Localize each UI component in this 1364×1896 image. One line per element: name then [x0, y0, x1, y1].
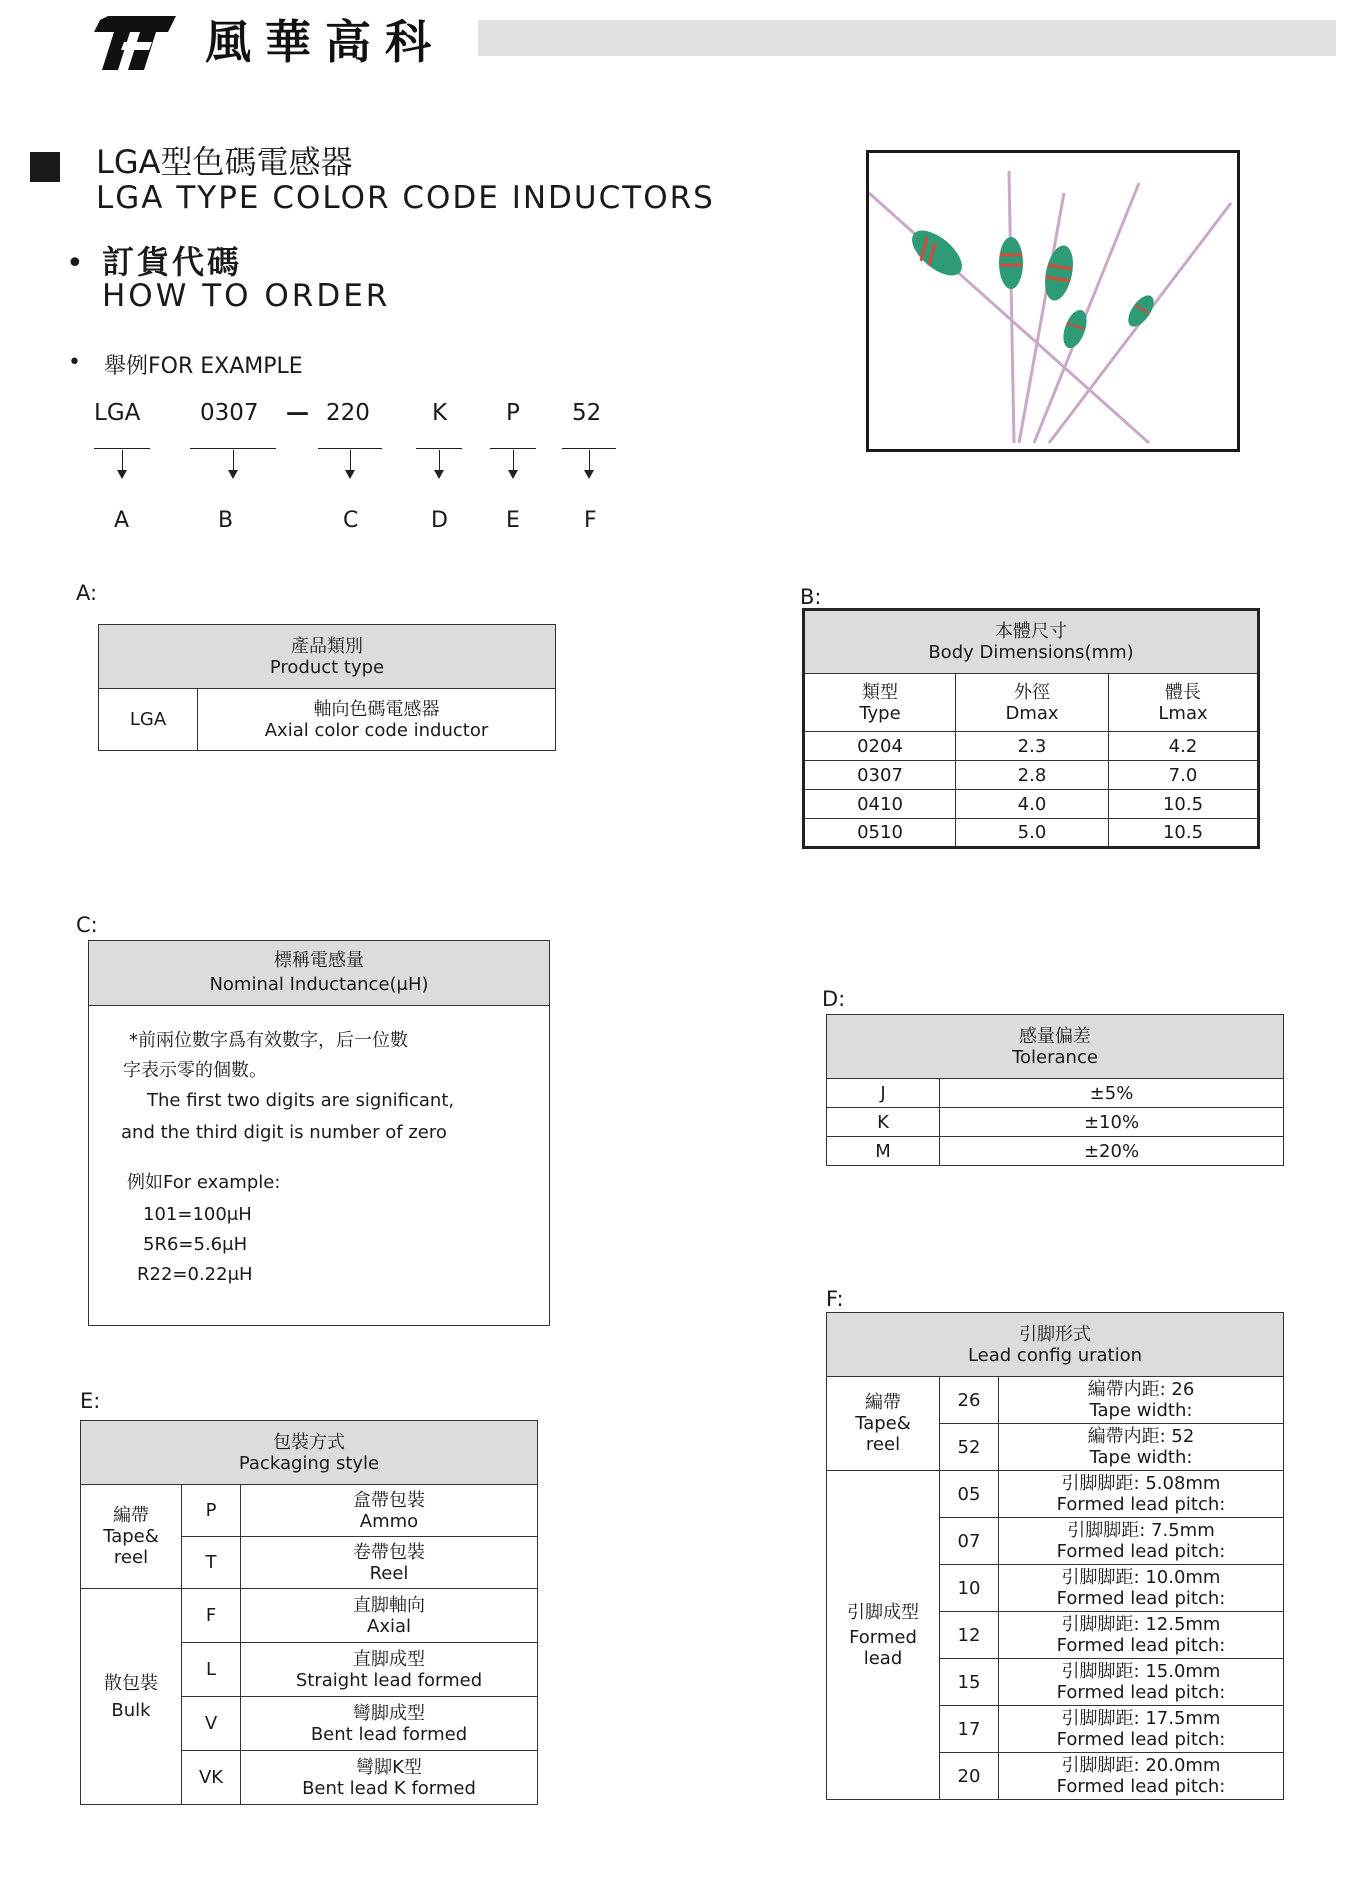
desc-cn: 軸向色碼電感器 [313, 698, 440, 720]
tolerance-table [826, 1014, 1284, 1166]
lead-code: 05 [940, 1471, 999, 1518]
lead-code: 15 [940, 1659, 999, 1706]
code-underline [94, 448, 150, 449]
company-name: 風華高科 [205, 15, 445, 69]
example-code: 220 [326, 400, 370, 426]
lead-code: 17 [940, 1706, 999, 1753]
table-header [827, 1015, 1284, 1079]
down-arrow-icon [589, 450, 590, 474]
lead-code: 12 [940, 1612, 999, 1659]
header-cn: 感量偏差 [1019, 1025, 1091, 1047]
code-letter: D [431, 508, 448, 533]
header-en: Lead config uration [967, 1344, 1143, 1366]
packaging-code: P [182, 1485, 241, 1537]
table-row: K ±10% [827, 1108, 1284, 1137]
group-label: 散包裝 Bulk [81, 1589, 182, 1805]
lead-wires [869, 171, 1231, 443]
section-f-label: F: [826, 1287, 844, 1311]
column-header: 外徑 Dmax [956, 674, 1109, 732]
note-en: The first two digits are significant, [147, 1090, 455, 1111]
packaging-code: F [182, 1589, 241, 1643]
product-code: LGA [99, 689, 198, 751]
table-header [81, 1421, 538, 1485]
packaging-desc: 盒帶包裝 Ammo [241, 1485, 538, 1537]
body-dimensions-table [802, 608, 1260, 849]
nominal-inductance-box [88, 940, 550, 1326]
packaging-code: V [182, 1697, 241, 1751]
bullet-dot: • [66, 246, 84, 281]
header-en: Packaging style [238, 1452, 380, 1474]
lead-code: 07 [940, 1518, 999, 1565]
example-code: LGA [94, 400, 141, 426]
order-title-en: HOW TO ORDER [102, 278, 391, 314]
code-letter: B [218, 508, 234, 533]
down-arrow-icon [233, 450, 234, 474]
table-row: 0307 2.8 7.0 [804, 761, 1259, 790]
title-en: LGA TYPE COLOR CODE INDUCTORS [96, 180, 715, 216]
lead-code: 26 [940, 1377, 999, 1424]
inductor-bodies [904, 222, 1158, 351]
lead-code: 52 [940, 1424, 999, 1471]
table-header [827, 1313, 1284, 1377]
lead-desc: 引脚脚距: 12.5mm Formed lead pitch: [999, 1612, 1284, 1659]
table-row: M ±20% [827, 1137, 1284, 1166]
header-en: Tolerance [1012, 1046, 1098, 1068]
header-en: Product type [269, 656, 385, 678]
section-e-label: E: [80, 1389, 101, 1413]
packaging-style-table [80, 1420, 538, 1805]
packaging-desc: 直脚成型 Straight lead formed [241, 1643, 538, 1697]
code-underline [562, 448, 616, 449]
example-code: 0307 [200, 400, 259, 426]
header-cn: 引脚形式 [1019, 1323, 1091, 1345]
header-bar [478, 20, 1336, 56]
table-header [99, 625, 556, 689]
code-letter: C [343, 508, 359, 533]
lead-code: 10 [940, 1565, 999, 1612]
example-code: 52 [572, 400, 602, 426]
header-cn: 標稱電感量 [274, 950, 364, 971]
example-item: 5R6=5.6μH [143, 1234, 248, 1255]
note-en: and the third digit is number of zero [121, 1122, 447, 1143]
column-header: 體長 Lmax [1109, 674, 1259, 732]
order-title-cn: 訂貨代碼 [102, 243, 243, 281]
packaging-code: VK [182, 1751, 241, 1805]
code-letter: F [584, 508, 597, 533]
lead-desc: 編帶内距: 52 Tape width: [999, 1424, 1284, 1471]
down-arrow-icon [513, 450, 514, 474]
product-photo [866, 150, 1240, 452]
example-label: 例如For example: [127, 1172, 281, 1193]
desc-en: Axial color code inductor [264, 719, 489, 741]
header-en: Body Dimensions(mm) [928, 642, 1134, 663]
section-b-label: B: [800, 585, 822, 609]
product-desc [198, 689, 556, 751]
packaging-desc: 直脚軸向 Axial [241, 1589, 538, 1643]
section-a-label: A: [76, 581, 98, 605]
packaging-desc: 彎脚成型 Bent lead formed [241, 1697, 538, 1751]
title-cn: LGA型色碼電感器 [96, 143, 353, 181]
code-letter: E [506, 508, 520, 533]
down-arrow-icon [122, 450, 123, 474]
example-item: 101=100μH [143, 1204, 252, 1225]
lead-desc: 引脚脚距: 10.0mm Formed lead pitch: [999, 1565, 1284, 1612]
example-code: P [506, 400, 520, 426]
product-type-table [98, 624, 556, 751]
example-item: R22=0.22μH [137, 1264, 253, 1285]
packaging-code: L [182, 1643, 241, 1697]
header-cn: 包裝方式 [273, 1431, 345, 1453]
table-header [89, 941, 549, 1006]
example-code: K [432, 400, 448, 426]
code-underline [490, 448, 536, 449]
section-c-label: C: [76, 913, 98, 937]
header-en: Nominal Inductance(μH) [209, 974, 429, 995]
code-underline [190, 448, 276, 449]
lead-desc: 引脚脚距: 7.5mm Formed lead pitch: [999, 1518, 1284, 1565]
packaging-desc: 彎脚K型 Bent lead K formed [241, 1751, 538, 1805]
table-row: 0204 2.3 4.2 [804, 732, 1259, 761]
note-cn: 字表示零的個數。 [123, 1060, 267, 1081]
example-label: 舉例FOR EXAMPLE [104, 354, 303, 379]
lead-desc: 編帶内距: 26 Tape width: [999, 1377, 1284, 1424]
table-row: 0510 5.0 10.5 [804, 819, 1259, 848]
down-arrow-icon [439, 450, 440, 474]
header-cn: 本體尺寸 [995, 621, 1067, 642]
note-cn: *前兩位數字爲有效數字，后一位數 [129, 1030, 408, 1051]
lead-code: 20 [940, 1753, 999, 1800]
code-underline [318, 448, 382, 449]
lead-desc: 引脚脚距: 5.08mm Formed lead pitch: [999, 1471, 1284, 1518]
section-d-label: D: [822, 987, 846, 1011]
group-label: 編帶 Tape& reel [81, 1485, 182, 1589]
down-arrow-icon [350, 450, 351, 474]
section-marker [30, 152, 60, 182]
code-underline [416, 448, 462, 449]
bullet-dot: • [68, 350, 81, 375]
lead-desc: 引脚脚距: 15.0mm Formed lead pitch: [999, 1659, 1284, 1706]
table-row: 0410 4.0 10.5 [804, 790, 1259, 819]
inductor-illustration [869, 153, 1237, 449]
lead-desc: 引脚脚距: 17.5mm Formed lead pitch: [999, 1706, 1284, 1753]
packaging-desc: 卷帶包裝 Reel [241, 1537, 538, 1589]
example-code-dash: — [286, 400, 309, 426]
group-label: 引脚成型 Formed lead [827, 1471, 940, 1800]
code-letter: A [114, 508, 130, 533]
table-row: J ±5% [827, 1079, 1284, 1108]
group-label: 編帶 Tape& reel [827, 1377, 940, 1471]
lead-configuration-table [826, 1312, 1284, 1800]
lead-desc: 引脚脚距: 20.0mm Formed lead pitch: [999, 1753, 1284, 1800]
column-header: 類型 Type [804, 674, 956, 732]
table-header [804, 610, 1259, 674]
packaging-code: T [182, 1537, 241, 1589]
header-cn: 產品類別 [291, 635, 363, 657]
company-logo [94, 16, 176, 70]
